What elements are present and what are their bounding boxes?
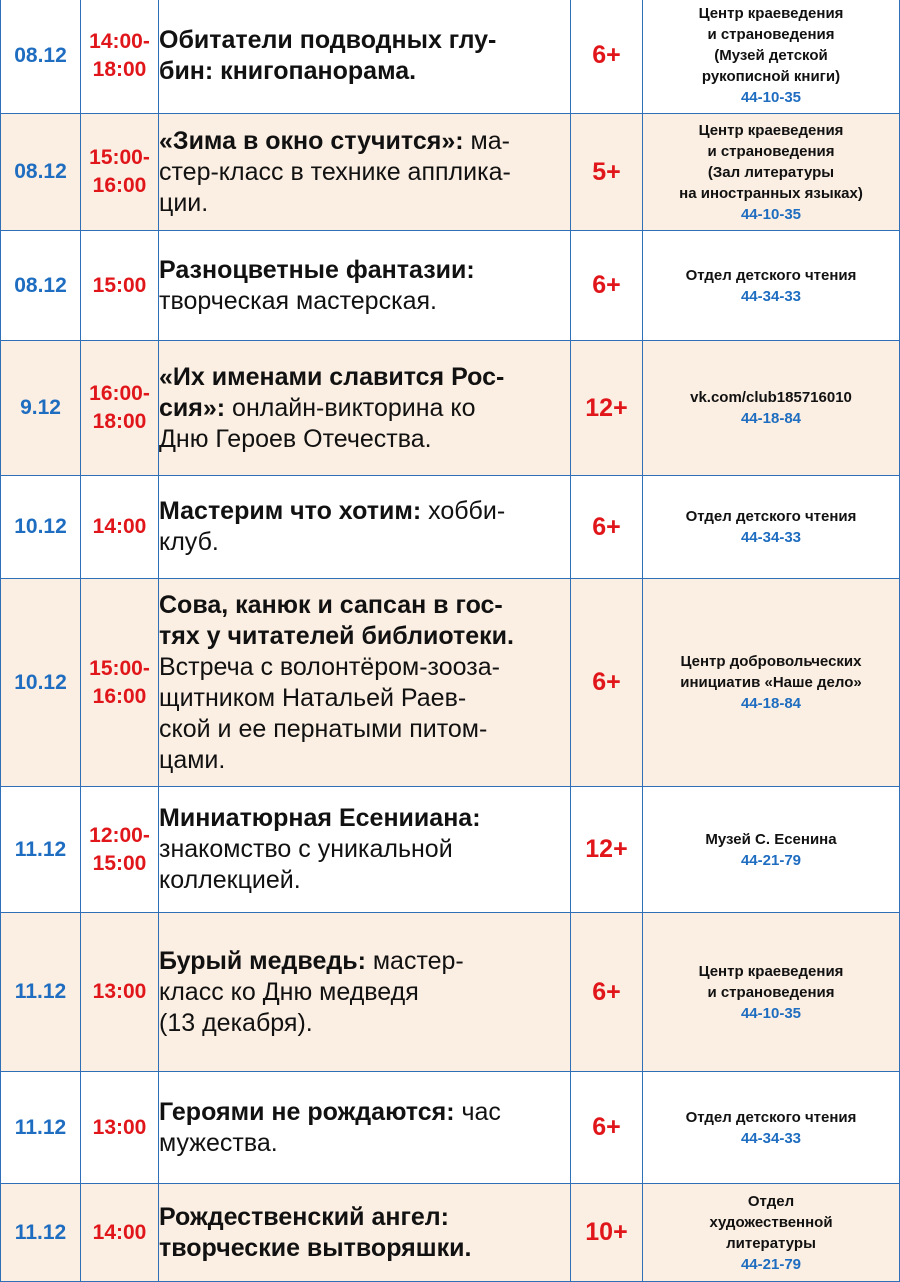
event-phone: 44-34-33 xyxy=(740,1129,802,1147)
event-venue: Отдел детского чтения xyxy=(685,266,857,284)
event-phone: 44-10-35 xyxy=(740,89,802,106)
event-description xyxy=(159,341,571,476)
event-location xyxy=(643,1184,900,1282)
event-row xyxy=(1,231,900,341)
event-description xyxy=(159,1184,571,1282)
event-title: Рождественский ангел: творческие вытворяшки. xyxy=(159,1202,472,1262)
event-text: творческая мастерская. xyxy=(159,286,437,315)
event-phone: 44-18-84 xyxy=(740,410,802,427)
event-location xyxy=(643,476,900,579)
event-age-rating: 12+ xyxy=(571,341,643,476)
event-time: 14:00- 18:00 xyxy=(81,0,159,114)
event-date: 10.12 xyxy=(1,476,81,579)
event-location xyxy=(643,0,900,114)
event-phone: 44-10-35 xyxy=(740,205,802,223)
event-venue: Центр краеведения и страноведения xyxy=(698,962,844,1001)
event-title: Разноцветные фантазии: xyxy=(159,255,475,284)
event-text: хобби- клуб. xyxy=(159,497,506,556)
event-row xyxy=(1,579,900,787)
event-location xyxy=(643,341,900,476)
event-location xyxy=(643,114,900,231)
event-title: Обитатели подводных глу- бин: книгопанорама. xyxy=(159,25,497,85)
event-phone: 44-34-33 xyxy=(740,529,802,546)
event-venue: Отдел детского чтения xyxy=(685,1108,857,1126)
event-title: Бурый медведь: xyxy=(159,946,366,975)
event-row xyxy=(1,476,900,579)
event-date: 08.12 xyxy=(1,231,81,341)
event-description xyxy=(159,1072,571,1184)
event-description xyxy=(159,579,571,787)
event-description xyxy=(159,231,571,341)
event-phone: 44-21-79 xyxy=(740,1255,802,1273)
event-title: Мастерим что хотим: xyxy=(159,497,422,525)
event-time: 15:00- 16:00 xyxy=(81,579,159,787)
event-age-rating: 12+ xyxy=(571,787,643,913)
event-venue: Отдел художественной литературы xyxy=(709,1192,833,1252)
event-age-rating: 5+ xyxy=(571,114,643,231)
event-time: 14:00 xyxy=(81,476,159,579)
event-time: 14:00 xyxy=(81,1184,159,1282)
event-row xyxy=(1,787,900,913)
event-date: 11.12 xyxy=(1,1072,81,1184)
event-title: Миниатюрная Есенииана: xyxy=(159,804,481,832)
event-location xyxy=(643,787,900,913)
event-date: 11.12 xyxy=(1,787,81,913)
event-description xyxy=(159,787,571,913)
event-row xyxy=(1,0,900,114)
event-date: 08.12 xyxy=(1,0,81,114)
event-text: час мужества. xyxy=(159,1097,501,1157)
event-age-rating: 6+ xyxy=(571,579,643,787)
event-venue: Центр добровольческих инициатив «Наше дело» xyxy=(680,653,862,691)
event-phone: 44-21-79 xyxy=(740,851,802,869)
event-age-rating: 6+ xyxy=(571,476,643,579)
event-location xyxy=(643,231,900,341)
event-time: 15:00 xyxy=(81,231,159,341)
event-location xyxy=(643,579,900,787)
event-description xyxy=(159,114,571,231)
event-title: Героями не рождаются: xyxy=(159,1097,455,1126)
event-venue: vk.com/club185716010 xyxy=(690,389,852,406)
event-phone: 44-34-33 xyxy=(740,287,802,305)
event-description xyxy=(159,0,571,114)
event-row xyxy=(1,341,900,476)
event-venue: Центр краеведения и страноведения (Музей детской рукописной книги) xyxy=(698,5,844,85)
event-time: 13:00 xyxy=(81,913,159,1072)
event-text: онлайн-викторина ко Дню Героев Отечества. xyxy=(159,393,476,453)
event-time: 16:00- 18:00 xyxy=(81,341,159,476)
event-text: мастер- класс ко Дню медведя (13 декабря). xyxy=(159,946,464,1037)
event-date: 08.12 xyxy=(1,114,81,231)
event-age-rating: 6+ xyxy=(571,1072,643,1184)
event-phone: 44-10-35 xyxy=(740,1004,802,1022)
event-age-rating: 6+ xyxy=(571,231,643,341)
event-time: 12:00- 15:00 xyxy=(81,787,159,913)
event-time: 13:00 xyxy=(81,1072,159,1184)
event-age-rating: 6+ xyxy=(571,0,643,114)
event-title: «Их именами славится Рос- сия»: xyxy=(159,362,505,422)
event-title: Сова, канюк и сапсан в гос- тях у читателей библиотеки. xyxy=(159,590,514,650)
event-phone: 44-18-84 xyxy=(740,695,802,712)
event-date: 11.12 xyxy=(1,1184,81,1282)
event-text: Встреча с волонтёром-зооза- щитником Натальей Раев- ской и ее пернатыми питом- цами. xyxy=(159,652,500,774)
event-time: 15:00- 16:00 xyxy=(81,114,159,231)
event-venue: Центр краеведения и страноведения (Зал литературы на иностранных языках) xyxy=(679,121,863,202)
event-description xyxy=(159,913,571,1072)
event-description xyxy=(159,476,571,579)
event-date: 11.12 xyxy=(1,913,81,1072)
event-date: 9.12 xyxy=(1,341,81,476)
event-venue: Отдел детского чтения xyxy=(685,508,857,525)
event-text: ма- стер-класс в технике апплика- ции. xyxy=(159,126,511,217)
event-row xyxy=(1,913,900,1072)
event-text: знакомство с уникальной коллекцией. xyxy=(159,835,453,894)
event-venue: Музей С. Есенина xyxy=(705,830,837,848)
event-row xyxy=(1,1184,900,1282)
event-age-rating: 6+ xyxy=(571,913,643,1072)
event-title: «Зима в окно стучится»: xyxy=(159,126,464,155)
event-location xyxy=(643,1072,900,1184)
event-location xyxy=(643,913,900,1072)
event-age-rating: 10+ xyxy=(571,1184,643,1282)
event-row xyxy=(1,1072,900,1184)
event-date: 10.12 xyxy=(1,579,81,787)
event-row xyxy=(1,114,900,231)
